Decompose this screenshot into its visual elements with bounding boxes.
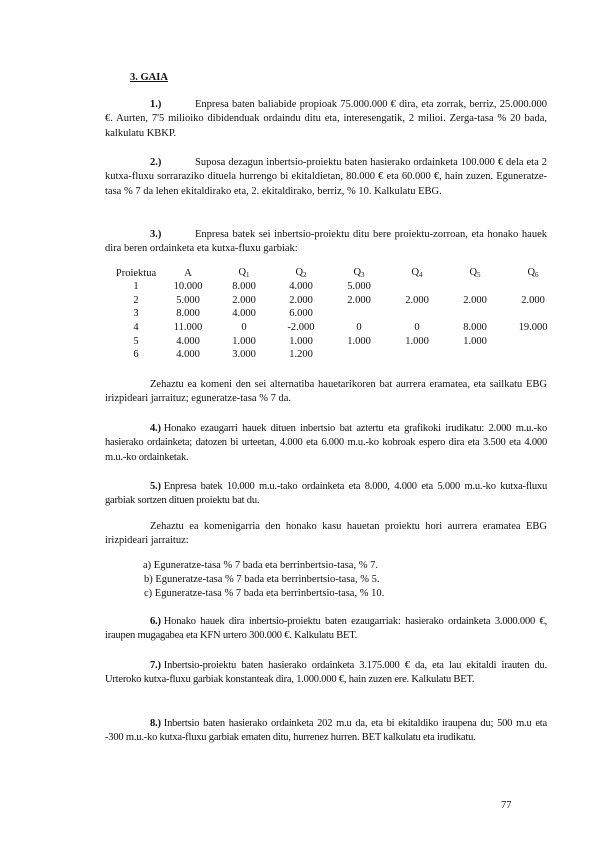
table-cell: 5.000 [176, 294, 200, 306]
exercise-2-number: 2.) [150, 157, 162, 168]
table-cell: 1.200 [289, 349, 313, 361]
table-header-row [112, 266, 562, 280]
table-cell [446, 348, 504, 362]
exercise-8-number: 8.) [150, 718, 161, 729]
table-cell: 2.000 [405, 294, 429, 306]
table-row [112, 294, 562, 308]
exercise-6-text: Honako hauek dira inbertsio-proiektu baten ezaugarriak: hasierako ordainketa 3.000.000 €, iraupen mugagabea eta KFN urtero 300.000 €. Kalkulatu BET. [105, 616, 547, 642]
exercise-7 [105, 659, 547, 688]
table-row [112, 334, 562, 348]
table-cell [330, 307, 388, 321]
table-cell: 8.000 [463, 322, 487, 334]
exercise-2 [105, 156, 547, 199]
exercise-4-number: 4.) [150, 423, 161, 434]
exercise-2-text: Suposa dezagun inbertsio-proiektu baten hasierako ordainketa 100.000 € dela eta 2 kutxa-fluxu sorraraziko dituela hurrengo bi ekitaldietan, 80.000 € eta 60.000 €, hain zuzen. Eguneratze-tasa % 7 da lehen ekitaldirako eta, 2. ekitaldirako, berriz, % 10. Kalkulatu EBG. [105, 157, 547, 197]
table-cell: 2.000 [463, 294, 487, 306]
table-cell: 5 [133, 335, 139, 347]
table-cell: 2.000 [347, 294, 371, 306]
table-cell: 1.000 [463, 335, 487, 347]
table-cell: 19.000 [518, 322, 548, 334]
table-cell: 4.000 [176, 349, 200, 361]
table-cell: 3 [133, 308, 139, 320]
exercise-5 [105, 480, 547, 509]
table-cell: 8.000 [176, 308, 200, 320]
exercise-3-question: Zehaztu ea komeni den sei alternatiba hauetarikoren bat aurrera eramatea, eta sailkatu EBG irizpideari jarraituz; eguneratze-tasa % 7 da. [105, 379, 547, 405]
table-cell [388, 307, 446, 321]
exercise-6 [105, 615, 547, 644]
table-cell [446, 307, 504, 321]
section-title: 3. GAIA [130, 72, 168, 83]
table-cell: -2.000 [287, 322, 315, 334]
col-header-q5: $Q_5$ [469, 267, 481, 279]
exercise-5-question: Zehaztu ea komenigarria den honako kasu hauetan proiektu hori aurrera eramatea EBG irizpideari jarraituz: [105, 521, 547, 547]
exercise-1-text: Enpresa baten baliabide propioak 75.000.000 € dira, eta zorrak, berriz, 25.000.000 €. Aurten, 7'5 milioiko dibidenduak ordaindu ditu eta, interesengatik, 2 milioi. Zerga-tasa % 20 bada, kalkulatu KBKP. [105, 99, 547, 139]
table-cell: 4.000 [232, 308, 256, 320]
table-cell: 6 [133, 349, 139, 361]
table-cell: 1 [133, 281, 139, 293]
table-cell: 0 [414, 322, 420, 334]
table-cell: 4.000 [289, 281, 313, 293]
exercise-5-number: 5.) [150, 481, 161, 492]
table-cell [330, 348, 388, 362]
table-row [112, 280, 562, 294]
option-c: c) Eguneratze-tasa % 7 bada eta berrinbertsio-tasa, % 10. [144, 588, 385, 600]
table-cell [388, 348, 446, 362]
col-header-q1: $Q_1$ [238, 267, 250, 279]
col-header-q3: $Q_3$ [353, 267, 365, 279]
page-number: 77 [501, 800, 512, 811]
exercise-3 [105, 228, 547, 257]
table-cell: 8.000 [232, 281, 256, 293]
table-cell: 1.000 [232, 335, 256, 347]
option-a: a) Eguneratze-tasa % 7 bada eta berrinbertsio-tasa, % 7. [143, 560, 378, 571]
table-row [112, 321, 562, 335]
table-cell: 1.000 [289, 335, 313, 347]
exercise-7-text: Inbertsio-proiektu baten hasierako ordainketa 3.175.000 € da, eta lau ekitaldi irauten du. Urteroko kutxa-fluxu garbiak konstanteak dira, 1.000.000 €, hain zuzen ere. Kalkulatu BET. [105, 660, 547, 686]
table-cell: 1.000 [347, 335, 371, 347]
table-cell: 0 [241, 322, 247, 334]
table-cell: 0 [356, 322, 362, 334]
table-cell: 2.000 [521, 294, 545, 306]
table-cell [504, 348, 562, 362]
exercise-3-text: Enpresa batek sei inbertsio-proiektu ditu bere proiektu-zorroan, eta honako hauek dira beren ordainketa eta kutxa-fluxu garbiak: [105, 229, 547, 255]
table-cell: 4.000 [176, 335, 200, 347]
col-header-q2: $Q_2$ [295, 267, 307, 279]
table-cell: 6.000 [289, 308, 313, 320]
table-cell: 10.000 [173, 281, 203, 293]
exercise-1-number: 1.) [150, 99, 162, 110]
table-cell: 2 [133, 294, 139, 306]
col-header-q4: $Q_4$ [411, 267, 423, 279]
exercise-8-text: Inbertsio baten hasierako ordainketa 202 m.u da, eta bi ekitaldiko iraupena du; 500 m.u eta -300 m.u.-ko kutxa-fluxu garbiak ematen ditu, hurrenez hurren. BET kalkulatu eta irudikatu. [105, 718, 547, 744]
table-cell: 3.000 [232, 349, 256, 361]
table-cell: 1.000 [405, 335, 429, 347]
table-cell: 5.000 [347, 281, 371, 293]
exercise-3-number: 3.) [150, 229, 162, 240]
table-cell [388, 280, 446, 294]
exercise-5-options [143, 559, 384, 602]
exercise-4 [105, 422, 547, 465]
exercise-4-text: Honako ezaugarri hauek dituen inbertsio bat aztertu eta grafikoki irudikatu: 2.000 m.u.-ko hasierako ordainketa; datozen bi urteetan, 4.000 eta 6.000 m.u.-ko kobroak espero dira eta 3.500 eta 4.000 m.u.-ko ordainketak. [105, 423, 547, 463]
table-cell [446, 280, 504, 294]
col-header-proiektua: Proiektua [115, 267, 157, 279]
exercise-7-number: 7.) [150, 660, 161, 671]
table-cell [504, 334, 562, 348]
table-row [112, 348, 562, 362]
exercise-1 [105, 98, 547, 141]
table-row [112, 307, 562, 321]
col-header-q6: $Q_6$ [527, 267, 539, 279]
table-cell: 4 [133, 322, 139, 334]
col-header-a: A [184, 267, 192, 279]
option-b: b) Eguneratze-tasa % 7 bada eta berrinbertsio-tasa, % 5. [144, 574, 380, 586]
exercise-8 [105, 717, 547, 746]
exercise-5-text: Enpresa batek 10.000 m.u.-tako ordainketa eta 8.000, 4.000 eta 5.000 m.u.-ko kutxa-fluxu garbiak sortzen dituen proiektu bat du. [105, 481, 547, 507]
table-cell [504, 307, 562, 321]
table-cell [504, 280, 562, 294]
table-cell: 11.000 [173, 322, 203, 334]
table-cell: 2.000 [289, 294, 313, 306]
exercise-6-number: 6.) [150, 616, 161, 627]
table-cell: 2.000 [232, 294, 256, 306]
projects-table [112, 266, 562, 362]
